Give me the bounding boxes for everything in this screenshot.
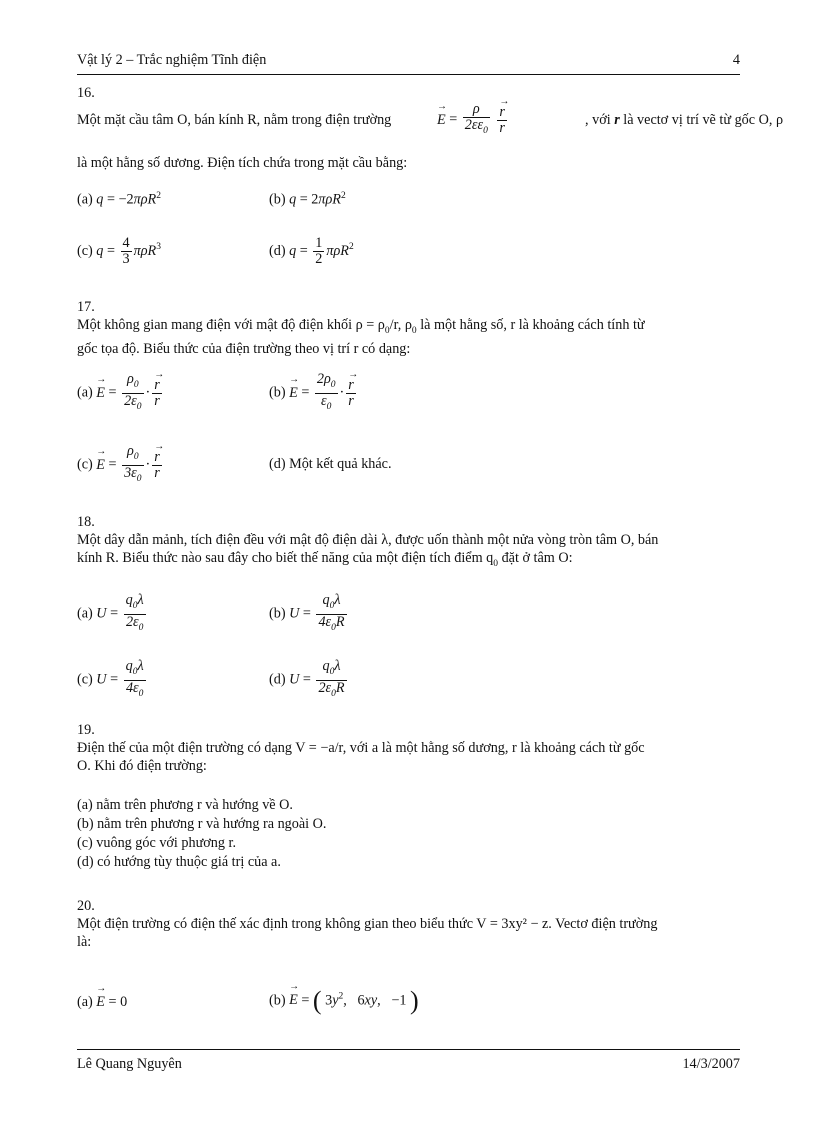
question-text-line2: là: bbox=[77, 934, 92, 950]
question-text-line2: gốc tọa độ. Biểu thức của điện trường theo vị trí r có dạng: bbox=[77, 340, 411, 357]
question-text-line1: Một dây dẫn mảnh, tích điện đều với mật độ điện dài λ, được uốn thành một nửa vòng tròn tâm O, bán bbox=[77, 532, 659, 548]
option-16c[interactable]: (c) q = $\frac{4}{3}$ πρR$^3$ bbox=[77, 235, 161, 267]
question-19 bbox=[77, 721, 740, 775]
option-16b[interactable]: (b) q = 2πρR$^2$ bbox=[269, 191, 346, 208]
question-text-line2: kính R. Biểu thức nào sau đây cho biết thế năng của một điện tích điểm $q_0$ đặt ở tâm O: bbox=[77, 550, 573, 569]
question-number: 19. bbox=[77, 722, 95, 738]
option-19c[interactable]: (c) vuông góc với phương r. bbox=[77, 835, 237, 851]
question-text-line2: là một hằng số dương. Điện tích chứa trong mặt cầu bằng: bbox=[77, 155, 408, 171]
option-16d[interactable]: (d) q = $\frac{1}{2}$ πρR$^2$ bbox=[269, 235, 354, 267]
option-20b[interactable]: (b) → E = ( $3y^2$, 6xy, −1 ) bbox=[269, 986, 419, 1016]
question-text-line2: O. Khi đó điện trường: bbox=[77, 758, 207, 774]
option-17b[interactable]: (b) → E = $\frac{2\rho_0}{\varepsilon_0}$ · → $\frac{r}{r}$ bbox=[269, 372, 358, 415]
question-18 bbox=[77, 513, 740, 573]
options-18-cd bbox=[77, 659, 740, 703]
options-20-ab bbox=[77, 986, 740, 1030]
option-18a[interactable]: (a) U = $\frac{q_0\lambda}{2\varepsilon_0}$ bbox=[77, 592, 144, 633]
page bbox=[77, 0, 784, 1123]
option-17c[interactable]: (c) → E = $\frac{\rho_0}{3\varepsilon_0}$ · → $\frac{r}{r}$ bbox=[77, 444, 164, 487]
question-text-line1: Điện thế của một điện trường có dạng V = −a/r, với a là một hằng số dương, r là khoảng cách từ gốc bbox=[77, 740, 645, 756]
option-18d[interactable]: (d) U = $\frac{q_0\lambda}{2\varepsilon_0R}$ bbox=[269, 658, 345, 699]
option-20a[interactable]: (a) → E = 0 bbox=[77, 994, 127, 1011]
option-16a[interactable]: (a) q = −2πρR$^2$ bbox=[77, 191, 161, 208]
question-text-line1: Một mặt cầu tâm O, bán kính R, nằm trong điện trường → E = $\frac{\rho}{2\varepsilon\varepsilon_0}$ → $\frac{r}{r}$ , với r là vectơ vị trí vẽ từ gốc O, ρ bbox=[77, 102, 740, 142]
options-17-ab bbox=[77, 372, 740, 416]
option-19b[interactable]: (b) nằm trên phương r và hướng ra ngoài O. bbox=[77, 816, 327, 832]
option-17a[interactable]: (a) → E = $\frac{\rho_0}{2\varepsilon_0}$ · → $\frac{r}{r}$ bbox=[77, 372, 164, 415]
option-19a[interactable]: (a) nằm trên phương r và hướng về O. bbox=[77, 797, 293, 813]
question-17 bbox=[77, 298, 740, 358]
question-number: 18. bbox=[77, 514, 95, 530]
option-17d[interactable]: (d) Một kết quả khác. bbox=[269, 456, 392, 472]
question-16 bbox=[77, 84, 784, 172]
footer-author: Lê Quang Nguyên bbox=[77, 1056, 182, 1072]
options-16-cd bbox=[77, 236, 740, 276]
field-formula: → E = $\frac{\rho}{2\varepsilon\varepsilon_0}$ → $\frac{r}{r}$ bbox=[437, 102, 509, 139]
question-number: 20. bbox=[77, 898, 95, 914]
option-18b[interactable]: (b) U = $\frac{q_0\lambda}{4\varepsilon_0R}$ bbox=[269, 592, 345, 633]
question-number: 16. bbox=[77, 85, 95, 101]
header-title: Vật lý 2 – Trắc nghiệm Tĩnh điện bbox=[77, 52, 267, 68]
options-18-ab bbox=[77, 593, 740, 637]
page-header bbox=[77, 52, 740, 75]
option-19d[interactable]: (d) có hướng tùy thuộc giá trị của a. bbox=[77, 854, 281, 870]
question-text-line1: Một không gian mang điện với mật độ điện khối $\rho = \rho_0/r$, $\rho_0$ là một hằng số, r là khoảng cách tính từ bbox=[77, 317, 645, 336]
page-footer bbox=[77, 1049, 740, 1074]
question-20 bbox=[77, 897, 740, 951]
options-16-ab bbox=[77, 191, 740, 211]
option-18c[interactable]: (c) U = $\frac{q_0\lambda}{4\varepsilon_0}$ bbox=[77, 658, 144, 699]
question-text-line1: Một điện trường có điện thế xác định trong không gian theo biểu thức V = 3xy² − z. Vectơ điện trường bbox=[77, 916, 658, 932]
question-number: 17. bbox=[77, 299, 95, 315]
page-number: 4 bbox=[732, 52, 740, 68]
options-17-cd bbox=[77, 444, 740, 488]
footer-date: 14/3/2007 bbox=[682, 1056, 740, 1072]
